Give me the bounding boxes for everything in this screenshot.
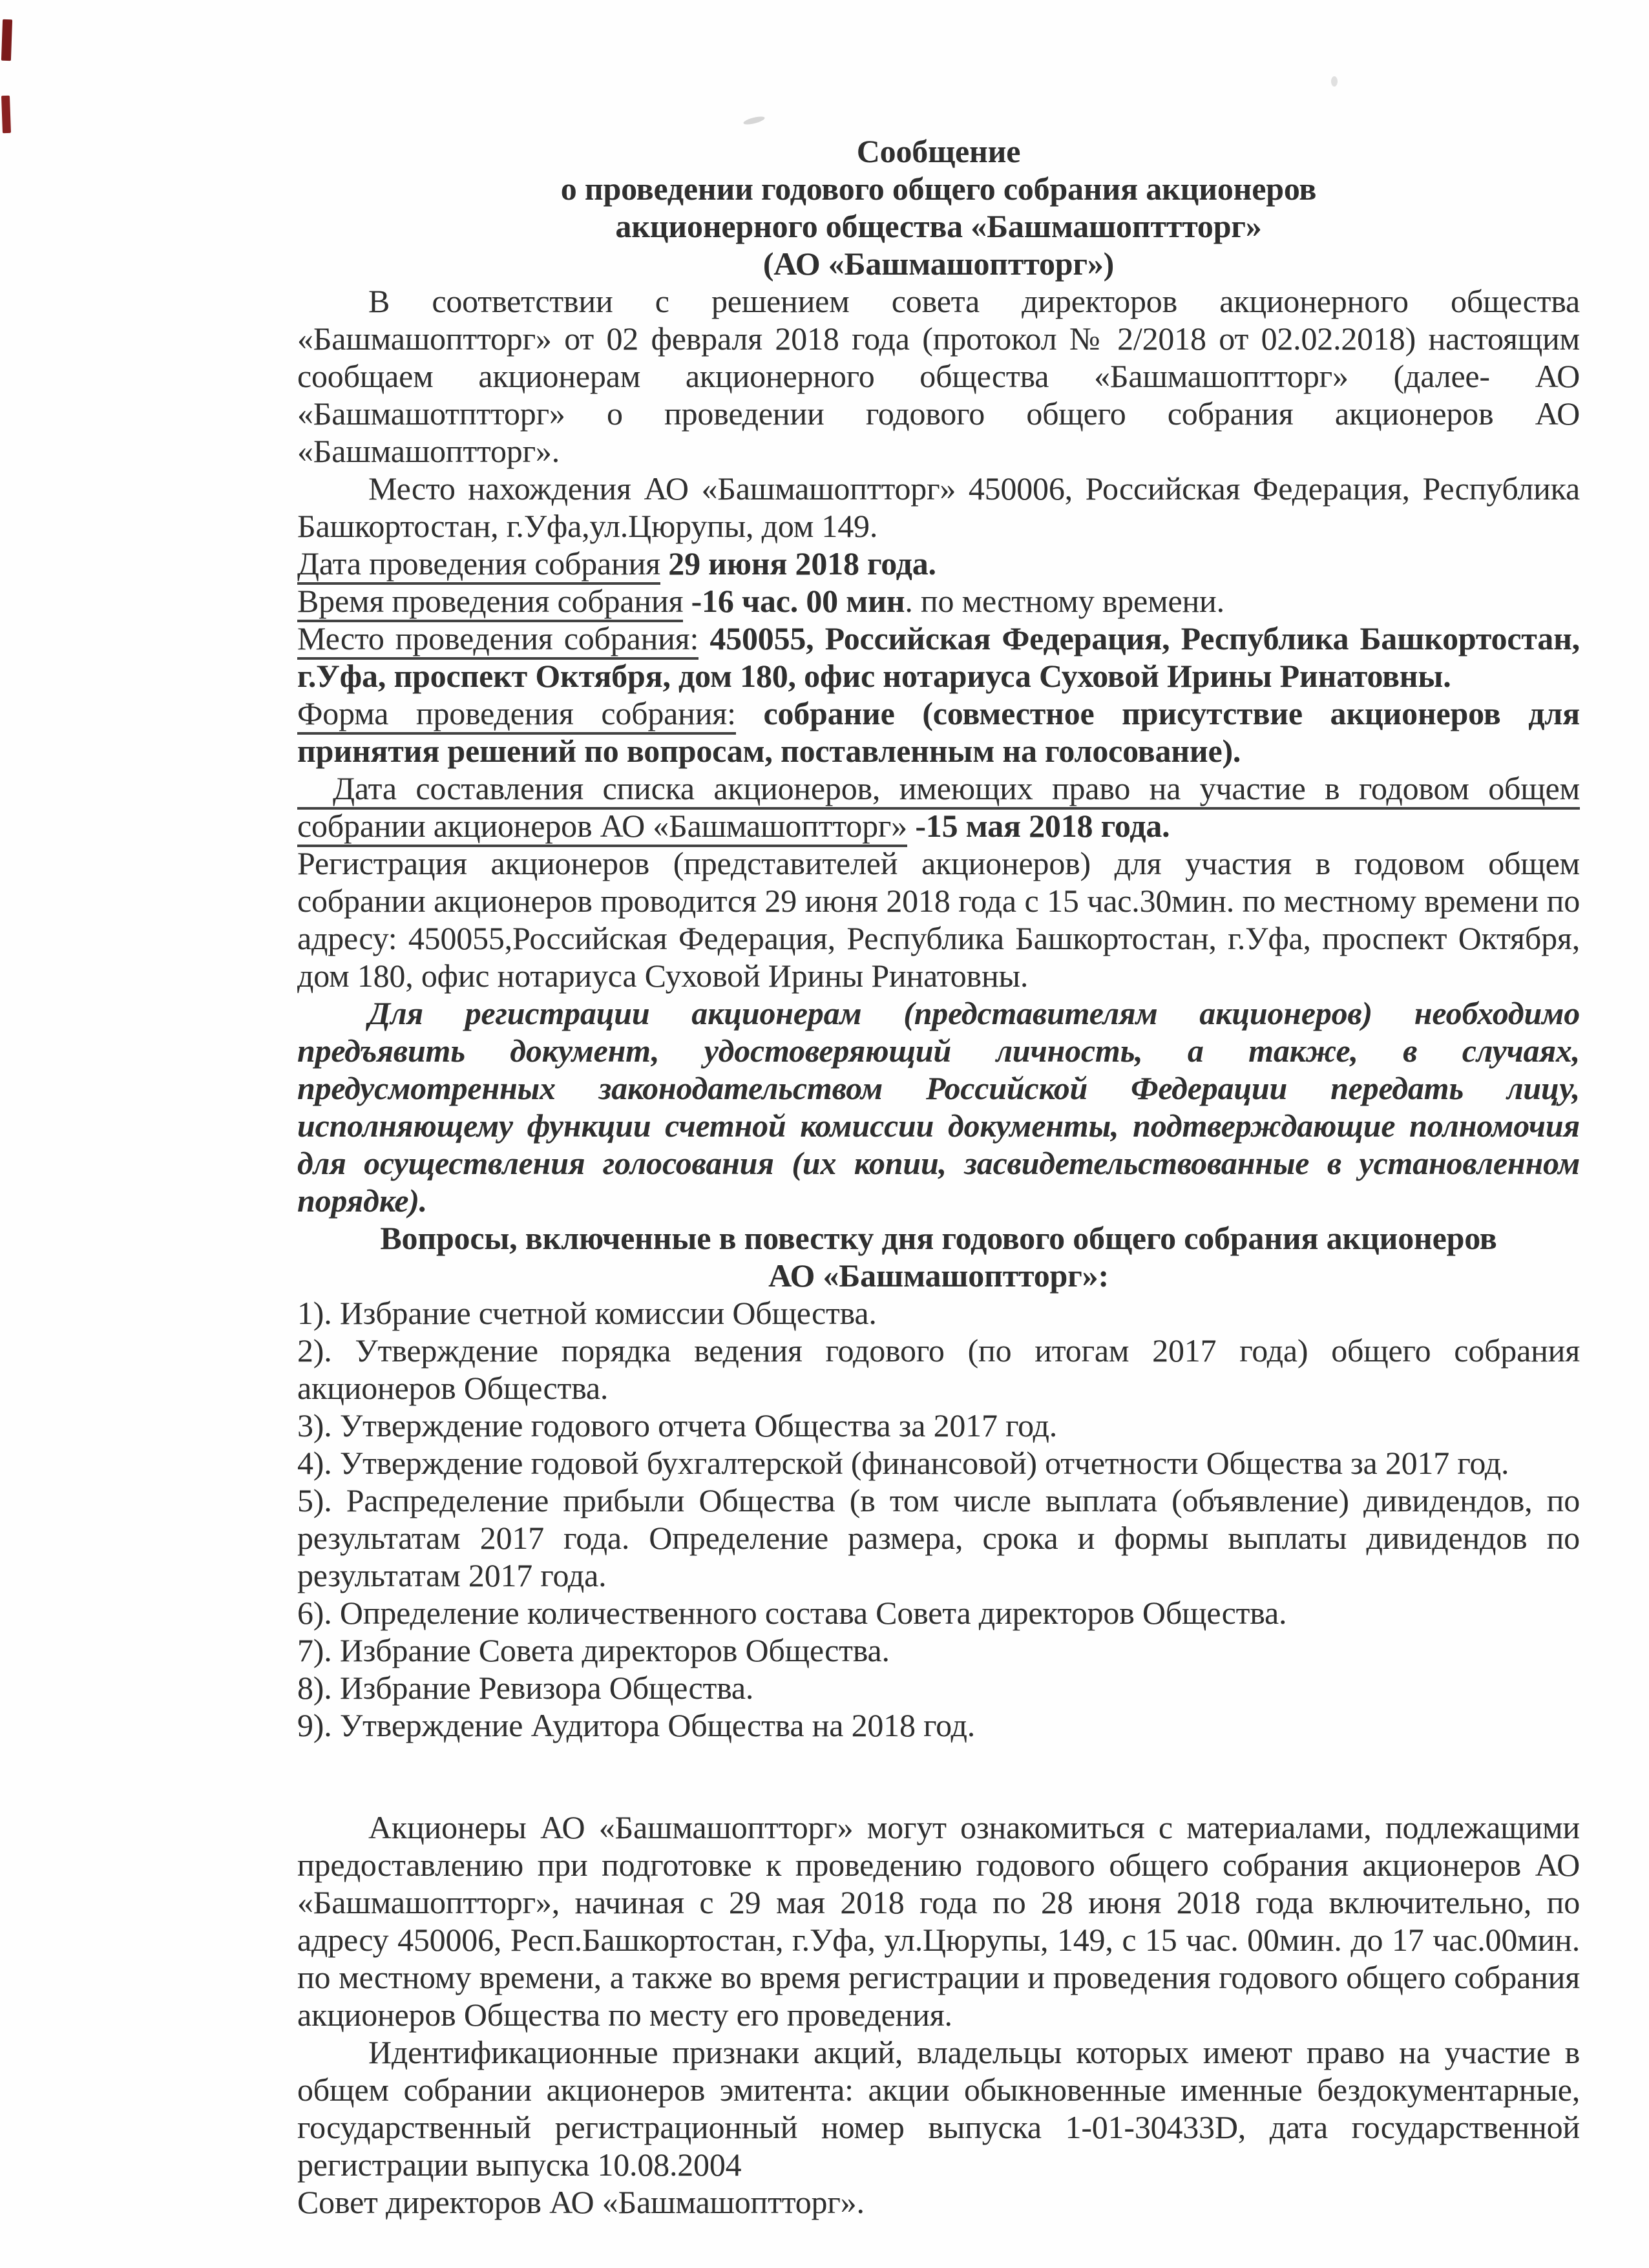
registration-note-paragraph: Для регистрации акционерам (представителям акционеров) необходимо предъявить документ, удостоверяющий личность, а также, в случаях, предусмотренных законодательством Российской Федерации передать лицу, исполняющему функции счетной комиссии документы, подтверждающие полномочия для осуществления голосования (их копии, засвидетельствованные в установленном порядке). — [297, 995, 1580, 1219]
title-line-2: о проведении годового общего собрания акционеров — [560, 171, 1317, 207]
signature-line: Совет директоров АО «Башмашоптторг». — [297, 2184, 865, 2220]
agenda-item-2: 2). Утверждение порядка ведения годового (по итогам 2017 года) общего собрания акционеров Общества. — [297, 1332, 1580, 1406]
agenda-item-1: 1). Избрание счетной комиссии Общества. — [297, 1295, 877, 1331]
scan-edge-red-mark — [1, 19, 12, 61]
record-date-label: Дата составления списка акционеров, имеющих право на участие в годовом общем собрании акционеров АО «Башмашоптторг» — [297, 770, 1580, 847]
meeting-form-label: Форма проведения собрания: — [297, 695, 736, 735]
meeting-venue-value: 450055, Российская Федерация, Республика Башкортостан, г.Уфа, проспект Октября, дом 180, офис нотариуса Суховой Ирины Ринатовны. — [297, 620, 1580, 694]
agenda-item-9: 9). Утверждение Аудитора Общества на 2018 год. — [297, 1707, 976, 1743]
agenda-item-4: 4). Утверждение годовой бухгалтерской (финансовой) отчетности Общества за 2017 год. — [297, 1445, 1509, 1481]
record-date-line — [297, 770, 1580, 845]
agenda-item-7: 7). Избрание Совета директоров Общества. — [297, 1632, 890, 1668]
meeting-form-line — [297, 695, 1580, 770]
meeting-venue-line — [297, 620, 1580, 695]
title-line-4: (АО «Башмашоптторг») — [762, 246, 1115, 282]
scan-edge-red-mark — [1, 96, 11, 133]
meeting-form-value: собрание (совместное присутствие акционеров для принятия решений по вопросам, поставленным на голосование). — [297, 695, 1580, 769]
title-line-1: Сообщение — [856, 133, 1021, 169]
agenda-item-5: 5). Распределение прибыли Общества (в том числе выплата (объявление) дивидендов, по результатам 2017 года. Определение размера, срока и формы выплаты дивидендов по результатам 2017 года. — [297, 1482, 1580, 1593]
materials-paragraph: Акционеры АО «Башмашоптторг» могут ознакомиться с материалами, подлежащими предоставлению при подготовке к проведению годового общего собрания акционеров АО «Башмашоптторг», начиная с 29 мая 2018 года по 28 июня 2018 года включительно, по адресу 450006, Респ.Башкортостан, г.Уфа, ул.Цюрупы, 149, с 15 час. 00мин. до 17 час.00мин. по местному времени, а также во время регистрации и проведения годового общего собрания акционеров Общества по месту его проведения. — [297, 1809, 1580, 2033]
scan-speck — [742, 115, 765, 126]
title-line-3: акционерного общества «Башмашопттторг» — [615, 208, 1262, 244]
intro-paragraph: В соответствии с решением совета директоров акционерного общества «Башмашоптторг» от 02 февраля 2018 года (протокол № 2/2018 от 02.02.2018) настоящим сообщаем акционерам акционерного общества «Башмашоптторг» (далее- АО «Башмашотптторг» о проведении годового общего собрания акционеров АО «Башмашоптторг». — [297, 283, 1580, 469]
location-paragraph: Место нахождения АО «Башмашоптторг» 450006, Российская Федерация, Республика Башкортостан, г.Уфа,ул.Цюрупы, дом 149. — [297, 470, 1580, 544]
document-title — [297, 132, 1580, 282]
meeting-date-label: Дата проведения собрания — [297, 545, 660, 585]
agenda-item-3: 3). Утверждение годового отчета Общества за 2017 год. — [297, 1407, 1058, 1444]
registration-paragraph: Регистрация акционеров (представителей акционеров) для участия в годовом общем собрании акционеров проводится 29 июня 2018 года с 15 час.30мин. по местному времени по адресу: 450055,Российская Федерация, Республика Башкортостан, г.Уфа, проспект Октября, дом 180, офис нотариуса Суховой Ирины Ринатовны. — [297, 845, 1580, 994]
meeting-time-suffix: . по местному времени. — [905, 583, 1224, 619]
agenda-heading-line-1: Вопросы, включенные в повестку дня годового общего собрания акционеров — [380, 1220, 1497, 1256]
scan-speck — [1331, 76, 1338, 87]
meeting-date-value: 29 июня 2018 года. — [668, 545, 936, 582]
meeting-date-line — [297, 545, 1580, 582]
meeting-time-value: -16 час. 00 мин — [691, 583, 905, 619]
agenda-item-6: 6). Определение количественного состава Совета директоров Общества. — [297, 1595, 1287, 1631]
meeting-venue-label: Место проведения собрания: — [297, 620, 698, 660]
agenda-heading-line-2: АО «Башмашоптторг»: — [768, 1257, 1109, 1294]
meeting-time-label: Время проведения собрания — [297, 583, 683, 622]
meeting-time-line — [297, 582, 1580, 620]
record-date-value: -15 мая 2018 года. — [915, 808, 1170, 844]
identification-paragraph: Идентификационные признаки акций, владельцы которых имеют право на участие в общем собрании акционеров эмитента: акции обыкновенные именные бездокументарные, государственный регистрационный номер выпуска 1-01-30433D, дата государственной регистрации выпуска 10.08.2004 — [297, 2034, 1580, 2183]
agenda-item-8: 8). Избрание Ревизора Общества. — [297, 1670, 754, 1706]
